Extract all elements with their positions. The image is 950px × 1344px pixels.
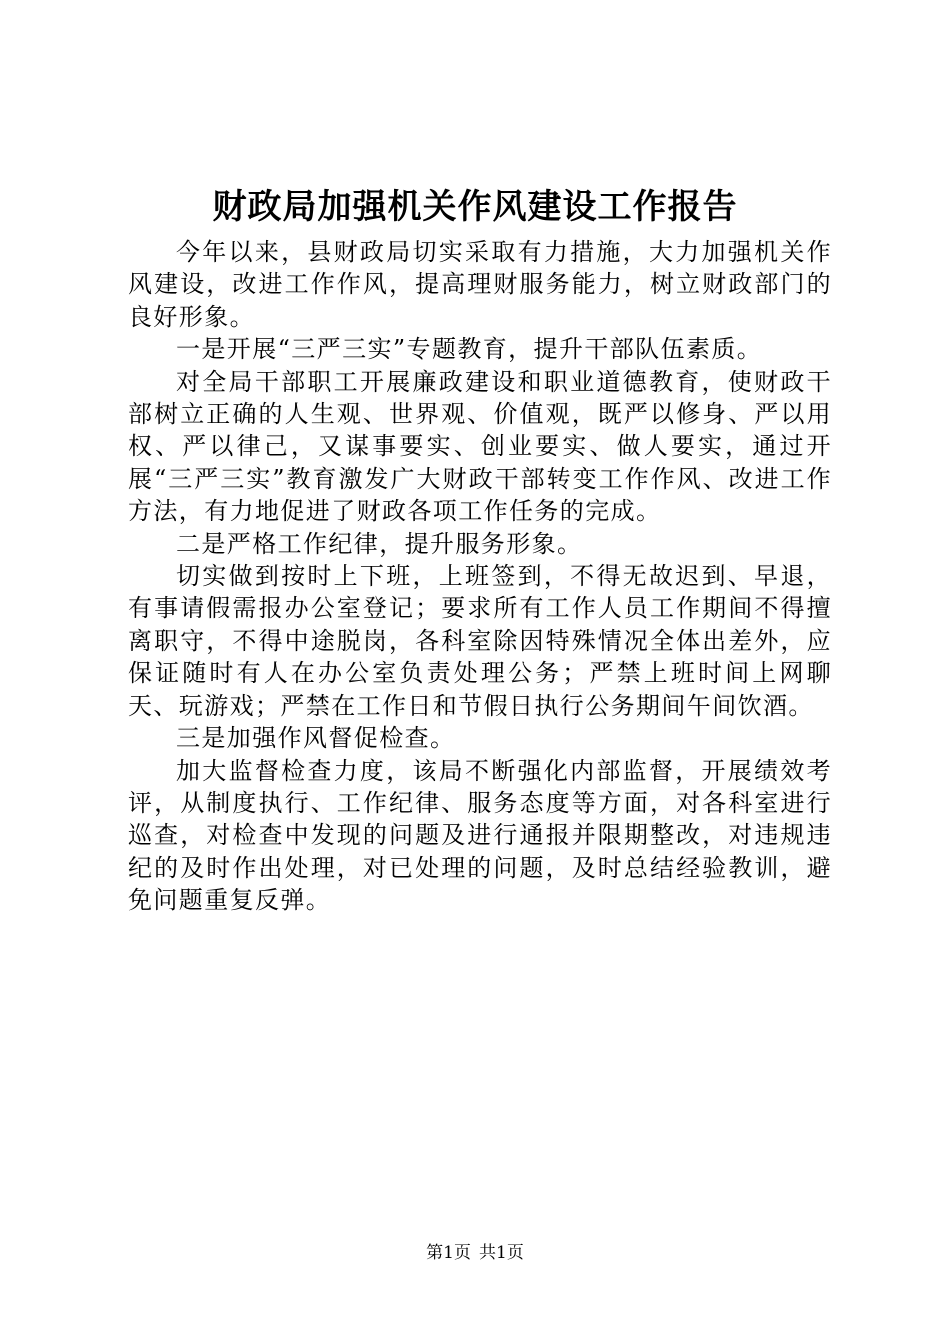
- page-number: 第1页: [426, 1243, 471, 1263]
- page-total: 共1页: [479, 1243, 524, 1263]
- section-heading-1: 一是开展“三严三实”专题教育，提升干部队伍素质。: [176, 335, 763, 364]
- paragraph-intro: 今年以来，县财政局切实采取有力措施，大力加强机关作风建设，改进工作作风，提高理财服务能力，树立财政部门的良好形象。: [128, 238, 832, 331]
- paragraph-section-2: 切实做到按时上下班，上班签到，不得无故迟到、早退，有事请假需报办公室登记；要求所有工作人员工作期间不得擅离职守，不得中途脱岗，各科室除因特殊情况全体出差外，应保证随时有人在办公室负责处理公务；严禁上班时间上网聊天、玩游戏；严禁在工作日和节假日执行公务期间午间饮酒。: [128, 562, 832, 720]
- page-footer: [0, 1242, 950, 1264]
- paragraph-section-1: 对全局干部职工开展廉政建设和职业道德教育，使财政干部树立正确的人生观、世界观、价值观，既严以修身、严以用权、严以律己，又谋事要实、创业要实、做人要实，通过开展“三严三实”教育激发广大财政干部转变工作作风、改进工作方法，有力地促进了财政各项工作任务的完成。: [128, 367, 832, 526]
- document-title: 财政局加强机关作风建设工作报告: [212, 187, 738, 227]
- section-heading-2: 二是严格工作纪律，提升服务形象。: [176, 529, 583, 558]
- document-body: [128, 236, 832, 917]
- section-heading-3: 三是加强作风督促检查。: [176, 724, 456, 753]
- paragraph-section-3: 加大监督检查力度，该局不断强化内部监督，开展绩效考评，从制度执行、工作纪律、服务态度等方面，对各科室进行巡查，对检查中发现的问题及进行通报并限期整改，对违规违纪的及时作出处理，对已处理的问题，及时总结经验教训，避免问题重复反弹。: [128, 756, 832, 915]
